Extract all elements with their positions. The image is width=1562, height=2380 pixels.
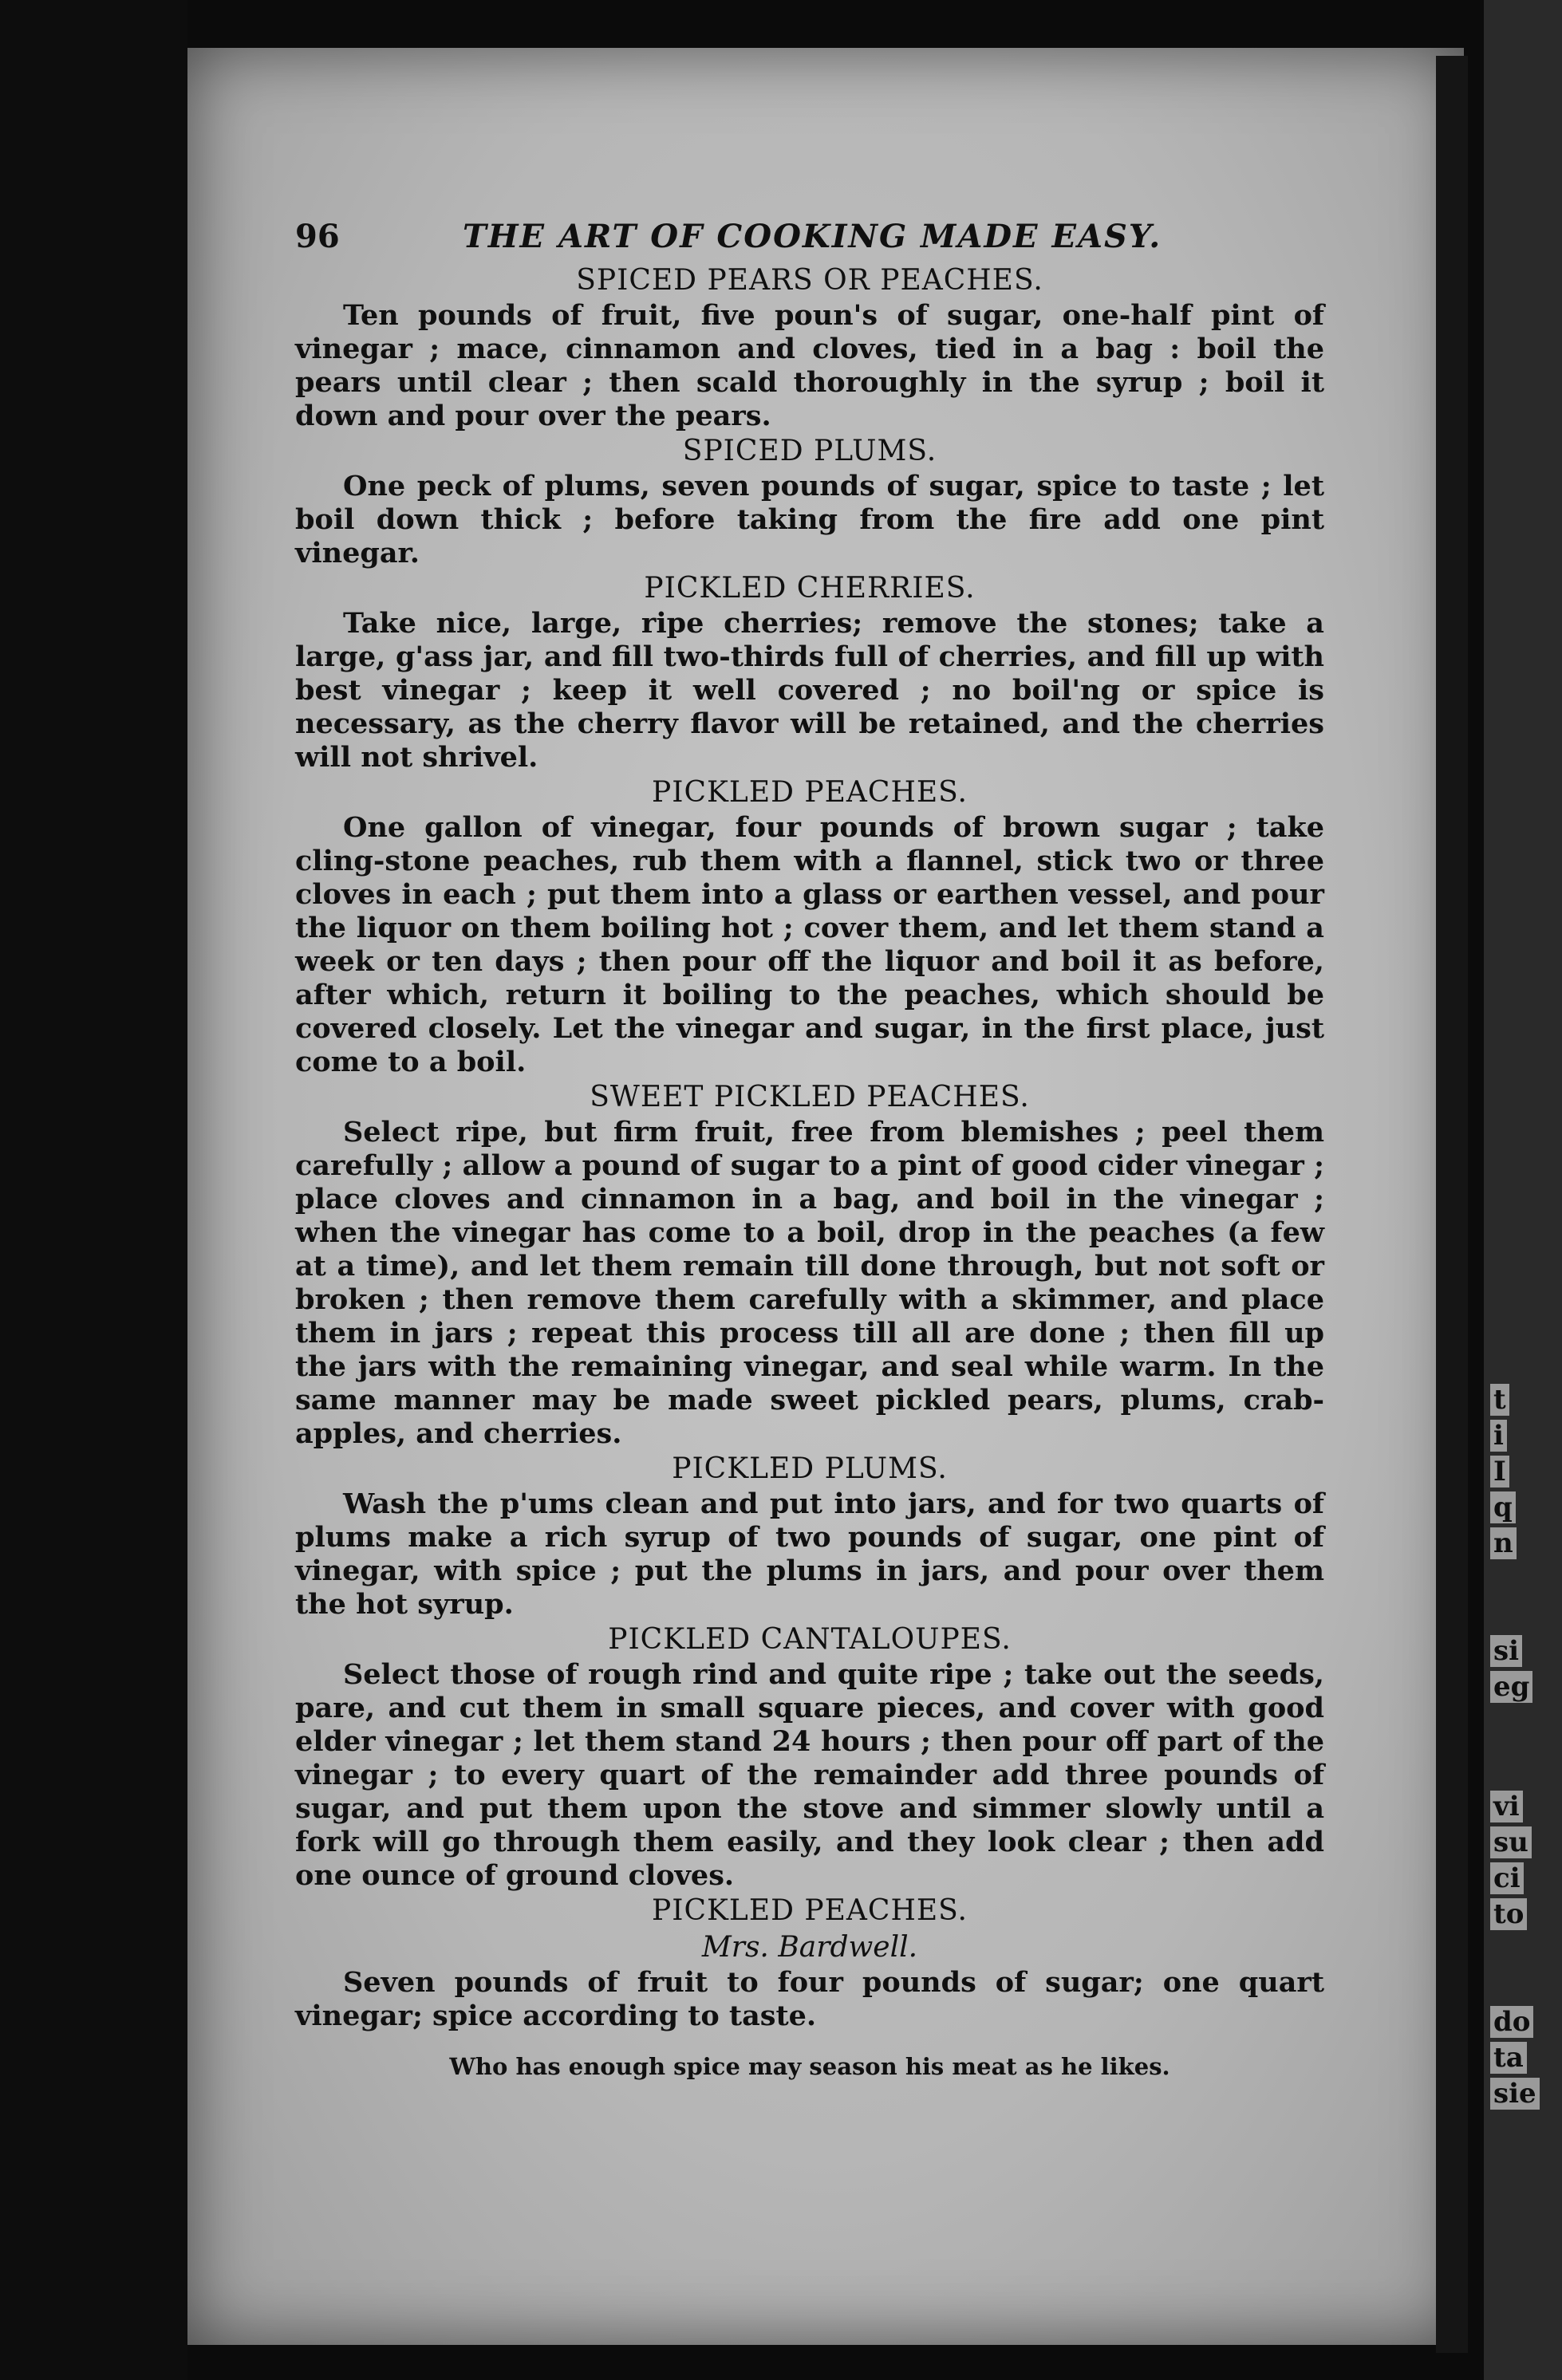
running-title: THE ART OF COOKING MADE EASY. — [463, 218, 1162, 255]
recipe-body: One gallon of vinegar, four pounds of brown sugar ; take cling-stone peaches, rub them with a flannel, stick two or three cloves in each ; put them into a glass or earthen vessel, and pour the liquor on them boiling hot ; cover them, and let them stand a week or ten days ; then pour off the liquor and boil it as before, after which, return it boiling to the peaches, which should be covered closely. Let the vinegar and sugar, in the first place, just come to a boil. — [295, 811, 1324, 1078]
facing-page-fragment: eg — [1490, 1671, 1532, 1703]
facing-page-fragment: q — [1490, 1491, 1516, 1523]
recipe-title: PICKLED PEACHES. — [652, 776, 968, 809]
recipe-title: PICKLED CANTALOUPES. — [608, 1623, 1012, 1656]
facing-page-edge — [1484, 0, 1562, 2380]
facing-page-fragment: n — [1490, 1527, 1517, 1559]
facing-page-fragment: to — [1490, 1898, 1527, 1930]
facing-page-fragment: I — [1490, 1456, 1509, 1488]
recipe-body: Select ripe, but firm fruit, free from blemishes ; peel them carefully ; allow a pound of sugar to a pint of good cider vinegar ; place cloves and cinnamon in a bag, and boil in the vinegar ; when the vinegar has come to a boil, drop in the peaches (a few at a time), and let them remain till done through, but not soft or broken ; then remove them carefully with a skimmer, and place them in jars ; repeat this process till all are done ; then fill up the jars with the remaining vinegar, and seal while warm. In the same manner may be made sweet pickled pears, plums, crab-apples, and cherries. — [295, 1116, 1324, 1450]
recipe-title: PICKLED PEACHES. — [652, 1894, 968, 1927]
recipe-body: Select those of rough rind and quite ripe ; take out the seeds, pare, and cut them in small square pieces, and cover with good elder vinegar ; let them stand 24 hours ; then pour off part of the vinegar ; to every quart of the remainder add three pounds of sugar, and put them upon the stove and simmer slowly until a fork will go through them easily, and they look clear ; then add one ounce of ground cloves. — [295, 1658, 1324, 1892]
recipe-body: Seven pounds of fruit to four pounds of sugar; one quart vinegar; spice according to taste. — [295, 1966, 1324, 2032]
recipe-body: Wash the p'ums clean and put into jars, and for two quarts of plums make a rich syrup of two pounds of sugar, one pint of vinegar, with spice ; put the plums in jars, and pour over them the hot syrup. — [295, 1488, 1324, 1621]
recipe-title: PICKLED PLUMS. — [672, 1452, 948, 1485]
recipe-attribution: Mrs. Bardwell. — [701, 1931, 918, 1964]
recipe-body: One peck of plums, seven pounds of sugar, spice to taste ; let boil down thick ; before taking from the fire add one pint vinegar. — [295, 470, 1324, 569]
facing-page-fragment: sie — [1490, 2078, 1540, 2110]
facing-page-fragment: do — [1490, 2006, 1533, 2038]
book-spine — [1436, 56, 1468, 2353]
facing-page-fragment: su — [1490, 1826, 1532, 1858]
recipe-body: Ten pounds of fruit, five poun's of sugar, one-half pint of vinegar ; mace, cinnamon and cloves, tied in a bag : boil the pears until clear ; then scald thoroughly in the syrup ; boil it down and pour over the pears. — [295, 299, 1324, 432]
recipe-body: Take nice, large, ripe cherries; remove the stones; take a large, g'ass jar, and fill two-thirds full of cherries, and fill up with best vinegar ; keep it well covered ; no boil'ng or spice is necessary, as the cherry flavor will be retained, and the cherries will not shrivel. — [295, 607, 1324, 774]
recipe-title: SPICED PLUMS. — [682, 435, 937, 467]
facing-page-fragment: ci — [1490, 1862, 1524, 1894]
recipe-title: SWEET PICKLED PEACHES. — [590, 1081, 1030, 1113]
facing-page-fragment: t — [1490, 1384, 1509, 1416]
facing-page-fragment: i — [1490, 1420, 1507, 1452]
recipe-title: PICKLED CHERRIES. — [644, 572, 976, 605]
facing-page-fragment: vi — [1490, 1791, 1523, 1822]
facing-page-fragment: ta — [1490, 2042, 1527, 2074]
recipe-title: SPICED PEARS OR PEACHES. — [576, 264, 1043, 297]
running-head — [295, 211, 1324, 262]
page-number: 96 — [295, 218, 340, 255]
scan-left-border — [0, 0, 187, 2380]
facing-page-fragment: si — [1490, 1635, 1522, 1667]
page-text — [295, 211, 1324, 2082]
footer-proverb: Who has enough spice may season his meat as he likes. — [449, 2053, 1170, 2080]
